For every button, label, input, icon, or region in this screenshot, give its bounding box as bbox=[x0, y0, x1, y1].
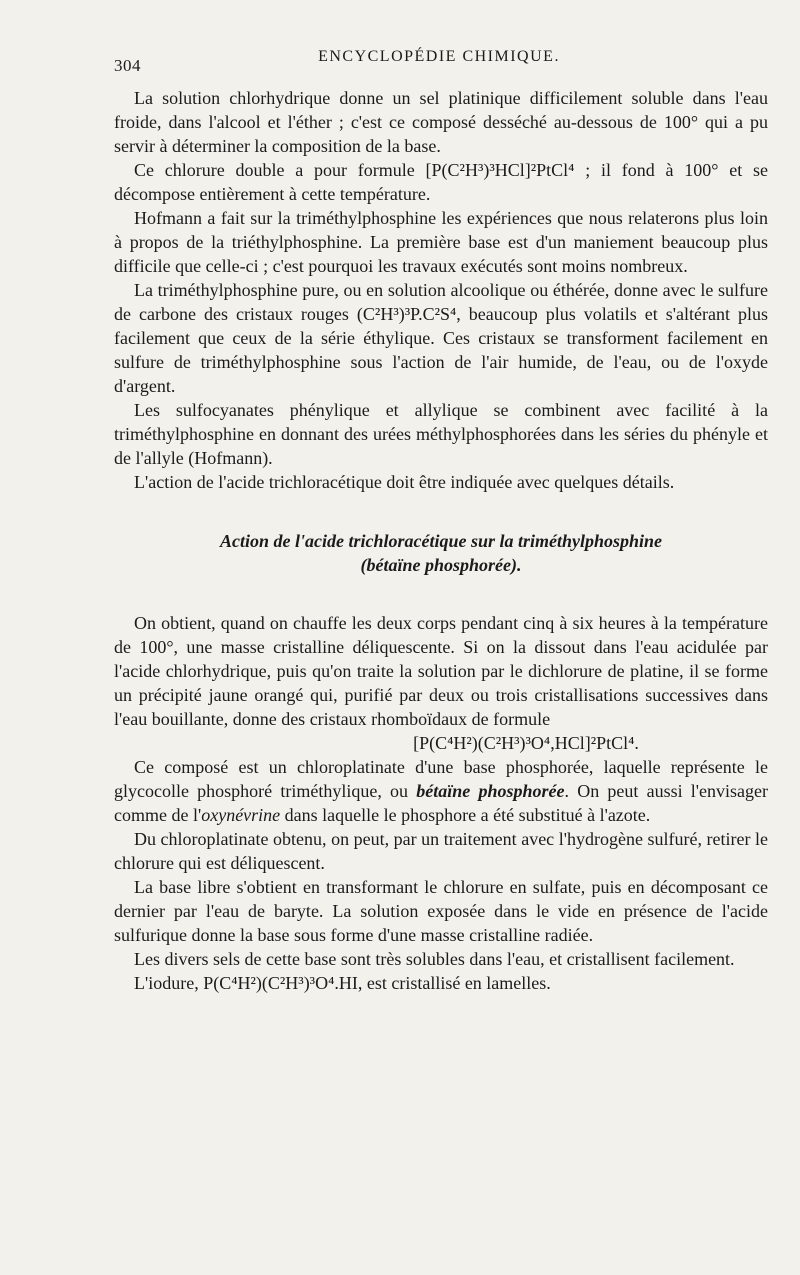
paragraph-chlorure-double: Ce chlorure double a pour formule [P(C²H³)³HCl]²PtCl⁴ ; il fond à 100° et se décompose entièrement à cette température. bbox=[114, 160, 768, 204]
section-heading bbox=[114, 529, 768, 577]
page-header bbox=[114, 42, 764, 75]
paragraph-sels-solubles: Les divers sels de cette base sont très solubles dans l'eau, et cristallisent facilement. bbox=[134, 949, 735, 969]
page-number: 304 bbox=[114, 56, 141, 75]
paragraph-sulfocyanates: Les sulfocyanates phénylique et allylique se combinent avec facilité à la triméthylphosphine en donnant des urées méthylphosphorées dans les séries du phényle et de l'allyle (Hofmann). bbox=[114, 400, 768, 468]
paragraph-base-libre: La base libre s'obtient en transformant le chlorure en sulfate, puis en décomposant ce dernier par l'eau de baryte. La solution exposée dans le vide en présence de l'acide sulfurique donne la base sous forme d'une masse cristalline radiée. bbox=[114, 877, 768, 945]
paragraph-sulfure-carbone: La triméthylphosphine pure, ou en solution alcoolique ou éthérée, donne avec le sulfure de carbone des cristaux rouges (C²H³)³P.C²S⁴, beaucoup plus volatils et s'altérant plus facilement que ceux de la série éthylique. Ces cristaux se transforment facilement en sulfure de triméthylphosphine sous l'action de l'air humide, de l'eau, ou de l'oxyde d'argent. bbox=[114, 280, 768, 396]
paragraph-acide-trichloracetique: L'action de l'acide trichloracétique doit être indiquée avec quelques détails. bbox=[134, 472, 675, 492]
emphasis-oxynevrine: oxynévrine bbox=[201, 805, 281, 825]
section-subtitle: (bétaïne phosphorée). bbox=[360, 555, 522, 575]
running-head: ENCYCLOPÉDIE CHIMIQUE. bbox=[318, 48, 560, 65]
paragraph-chloroplatinate-part-2: . On peut aussi l'envisager comme de l' bbox=[114, 781, 769, 825]
section-spacer bbox=[114, 577, 768, 611]
paragraph-chloroplatinate-part-3: dans laquelle le phosphore a été substitué à l'azote. bbox=[280, 805, 651, 825]
paragraph-hydrogene-sulfure: Du chloroplatinate obtenu, on peut, par un traitement avec l'hydrogène sulfuré, retirer le chlorure qui est déliquescent. bbox=[114, 829, 768, 873]
body-text bbox=[114, 86, 768, 995]
paragraph-iodure: L'iodure, P(C⁴H²)(C²H³)³O⁴.HI, est cristallisé en lamelles. bbox=[134, 973, 551, 993]
section-title: Action de l'acide trichloracétique sur la triméthylphosphine bbox=[219, 531, 663, 551]
paragraph-on-obtient: On obtient, quand on chauffe les deux corps pendant cinq à six heures à la température de 100°, une masse cristalline déliquescente. Si on la dissout dans l'eau acidulée par l'acide chlorhydrique, puis qu'on traite la solution par le dichlorure de platine, il se forme un précipité jaune orangé qui, purifié par deux ou trois cristallisations successives dans l'eau bouillante, donne des cristaux rhomboïdaux de formule bbox=[114, 613, 768, 729]
paragraph-sel-platinique: La solution chlorhydrique donne un sel platinique difficilement soluble dans l'eau froide, dans l'alcool et l'éther ; c'est ce composé desséché au-dessous de 100° qui a pu servir à déterminer la composition de la base. bbox=[114, 88, 768, 156]
paragraph-chloroplatinate bbox=[114, 755, 768, 827]
paragraph-hofmann: Hofmann a fait sur la triméthylphosphine les expériences que nous relaterons plus loin à propos de la triéthylphosphine. La première base est d'un maniement beaucoup plus difficile que celle-ci ; c'est pourquoi les travaux exécutés sont moins nombreux. bbox=[114, 208, 768, 276]
emphasis-betaine-phosphoree: bétaïne phosphorée bbox=[416, 781, 565, 801]
paragraph-chloroplatinate-part-1: Ce composé est un chloroplatinate d'une base phosphorée, laquelle représente le glycocolle phosphoré triméthylique, ou bbox=[114, 757, 768, 801]
chemical-formula: [P(C⁴H²)(C²H³)³O⁴,HCl]²PtCl⁴. bbox=[413, 733, 639, 753]
